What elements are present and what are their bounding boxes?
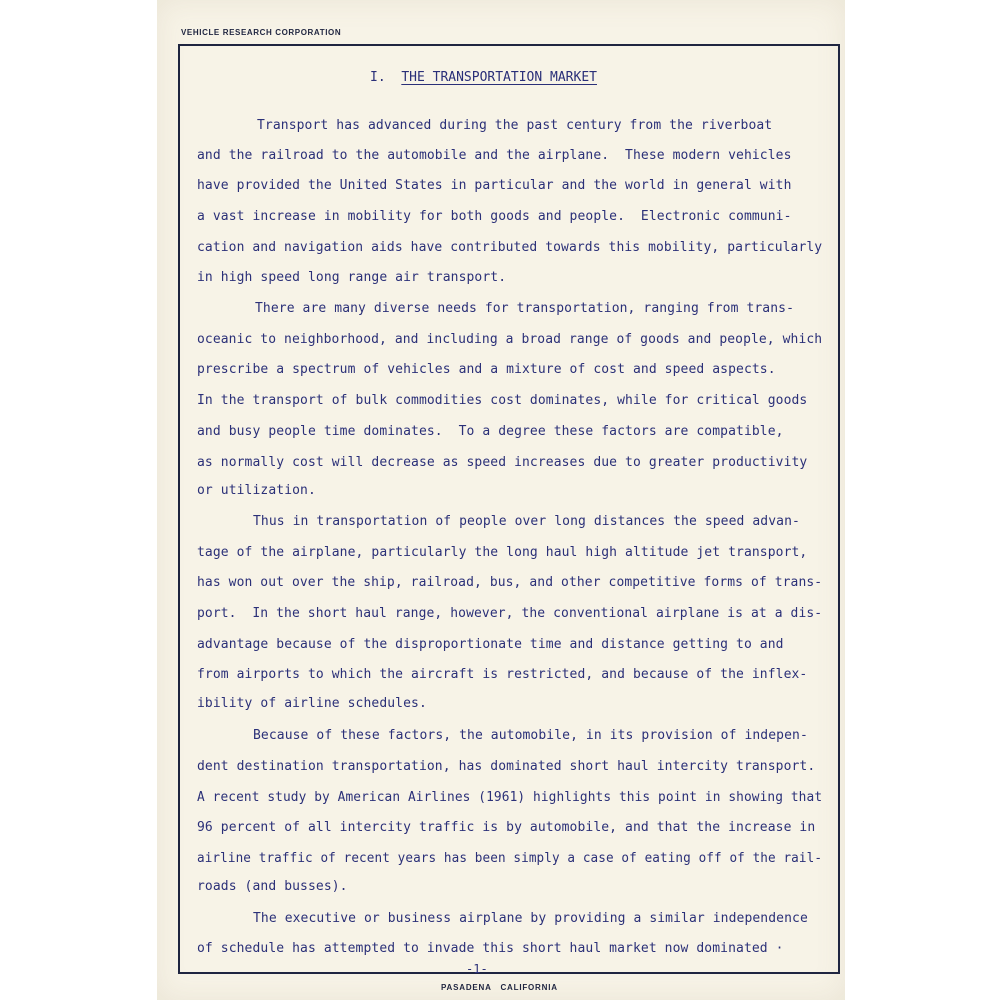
- body-line: has won out over the ship, railroad, bus, and other competitive forms of trans-: [197, 575, 823, 590]
- body-line: of schedule has attempted to invade this short haul market now dominated ·: [197, 941, 784, 956]
- body-line: in high speed long range air transport.: [197, 270, 507, 285]
- section-title: [370, 70, 597, 85]
- body-line: The executive or business airplane by providing a similar independence: [253, 911, 808, 926]
- body-line: airline traffic of recent years has been simply a case of eating off of the rail-: [197, 851, 823, 866]
- body-line: Thus in transportation of people over long distances the speed advan-: [253, 514, 800, 529]
- body-line: Transport has advanced during the past century from the riverboat: [257, 118, 773, 133]
- page-number: -1-: [466, 962, 488, 976]
- body-line: advantage because of the disproportionate time and distance getting to and: [197, 637, 784, 652]
- body-line: oceanic to neighborhood, and including a broad range of goods and people, which: [197, 332, 823, 347]
- body-line: dent destination transportation, has dominated short haul intercity transport.: [197, 759, 816, 774]
- body-line: In the transport of bulk commodities cost dominates, while for critical goods: [197, 393, 808, 408]
- section-number: I.: [370, 70, 386, 85]
- body-line: and busy people time dominates. To a degree these factors are compatible,: [197, 424, 784, 439]
- body-line: There are many diverse needs for transportation, ranging from trans-: [255, 301, 795, 316]
- body-line: tage of the airplane, particularly the long haul high altitude jet transport,: [197, 545, 808, 560]
- body-line: A recent study by American Airlines (1961) highlights this point in showing that: [197, 790, 823, 805]
- body-line: 96 percent of all intercity traffic is by automobile, and that the increase in: [197, 820, 816, 835]
- body-line: have provided the United States in particular and the world in general with: [197, 178, 792, 193]
- section-heading: THE TRANSPORTATION MARKET: [401, 70, 597, 85]
- body-line: a vast increase in mobility for both goods and people. Electronic communi-: [197, 209, 792, 224]
- location-footer: PASADENA CALIFORNIA: [441, 983, 558, 992]
- body-line: cation and navigation aids have contributed towards this mobility, particularly: [197, 240, 823, 255]
- body-line: as normally cost will decrease as speed increases due to greater productivity: [197, 455, 808, 470]
- body-line: roads (and busses).: [197, 879, 348, 894]
- body-line: and the railroad to the automobile and the airplane. These modern vehicles: [197, 148, 792, 163]
- body-line: ibility of airline schedules.: [197, 696, 427, 711]
- body-line: or utilization.: [197, 483, 316, 498]
- body-line: prescribe a spectrum of vehicles and a mixture of cost and speed aspects.: [197, 362, 776, 377]
- body-line: Because of these factors, the automobile, in its provision of indepen-: [253, 728, 808, 743]
- body-line: from airports to which the aircraft is restricted, and because of the inflex-: [197, 667, 808, 682]
- organization-header: VEHICLE RESEARCH CORPORATION: [181, 28, 342, 37]
- body-line: port. In the short haul range, however, the conventional airplane is at a dis-: [197, 606, 823, 621]
